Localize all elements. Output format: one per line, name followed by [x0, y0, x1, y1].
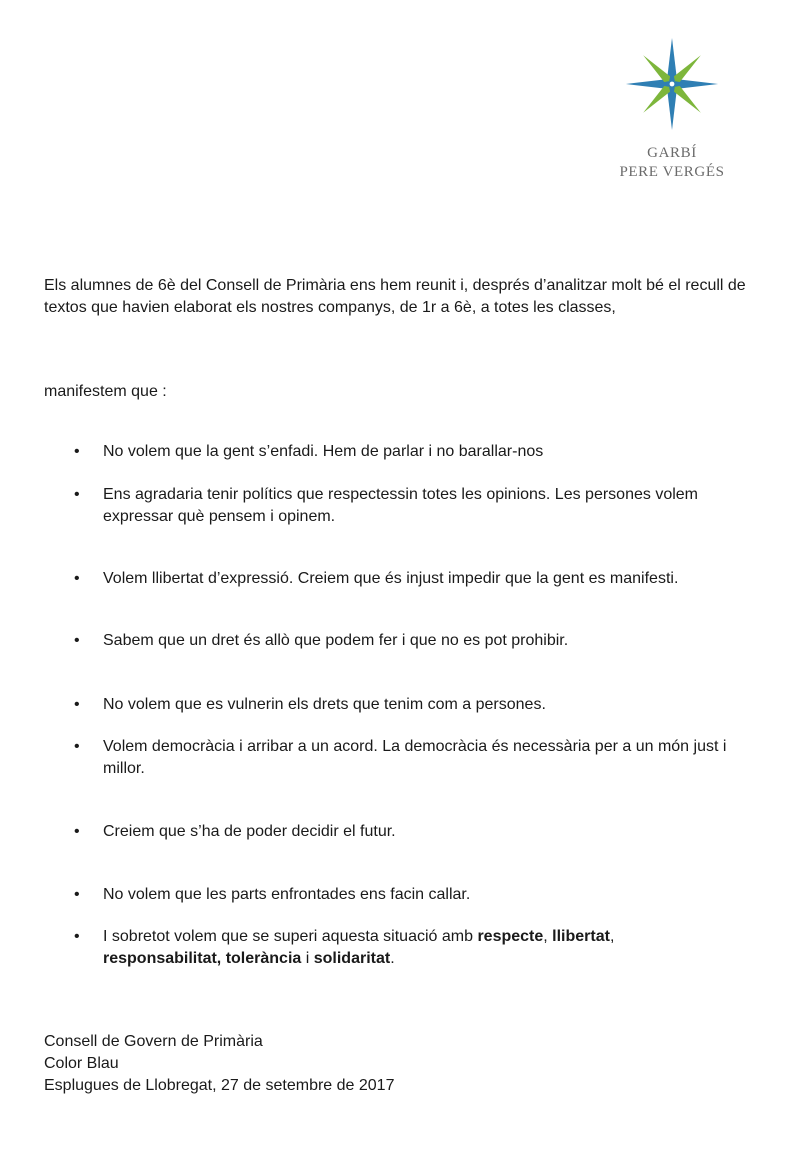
list-item-values — [74, 926, 734, 970]
value-solidaritat: solidaritat — [313, 950, 391, 967]
manifest-label: manifestem que : — [44, 383, 167, 400]
logo-line-1: GARBÍ — [647, 145, 697, 161]
value-respecte: respecte — [477, 928, 544, 945]
list-item-text: No volem que la gent s’enfadi. Hem de parlar i no barallar-nos — [103, 443, 544, 460]
signature-line-2: Color Blau — [44, 1055, 119, 1072]
bullet-marker: • — [74, 928, 80, 945]
list-item — [74, 694, 734, 716]
bullet-marker: • — [74, 570, 80, 587]
values-end: . — [390, 950, 395, 967]
bullet-marker: • — [74, 632, 80, 649]
list-item-text: Volem llibertat d’expressió. Creiem que és injust impedir que la gent es manifesti. — [103, 570, 679, 587]
list-item-text: Volem democràcia i arribar a un acord. La democràcia és necessària per a un món just i millor. — [103, 738, 727, 777]
bullet-marker: • — [74, 886, 80, 903]
signature-block — [44, 1031, 394, 1097]
list-item — [74, 884, 734, 906]
signature-line-3: Esplugues de Llobregat, 27 de setembre de 2017 — [44, 1077, 395, 1094]
list-item — [74, 441, 734, 463]
list-item-text — [103, 926, 734, 970]
values-separator: , — [543, 928, 553, 945]
list-item — [74, 568, 734, 590]
school-logo — [610, 36, 750, 186]
list-item-text: Creiem que s’ha de poder decidir el futur. — [103, 823, 396, 840]
bullet-marker: • — [74, 696, 80, 713]
values-separator: , — [609, 928, 615, 945]
compass-star-icon — [624, 36, 720, 132]
list-item — [74, 736, 734, 780]
list-item — [74, 484, 734, 528]
signature-line-1: Consell de Govern de Primària — [44, 1033, 263, 1050]
logo-wordmark — [610, 144, 734, 182]
list-item — [74, 821, 734, 843]
intro-paragraph: Els alumnes de 6è del Consell de Primària ens hem reunit i, després d’analitzar molt bé el recull de textos que havien elaborat els nostres companys, de 1r a 6è, a totes les classes, — [44, 277, 746, 316]
values-separator: i — [301, 950, 314, 967]
bullet-marker: • — [74, 738, 80, 755]
value-llibertat: llibertat — [552, 928, 610, 945]
value-responsabilitat-tolerancia: responsabilitat, tolerància — [103, 950, 302, 967]
bullet-marker: • — [74, 486, 80, 503]
values-prefix: I sobretot volem que se superi aquesta situació amb — [103, 928, 478, 945]
list-item-text: Ens agradaria tenir polítics que respectessin totes les opinions. Les persones volem expressar què pensem i opinem. — [103, 486, 698, 525]
bullet-marker: • — [74, 823, 80, 840]
bullet-marker: • — [74, 443, 80, 460]
logo-line-2: PERE VERGÉS — [619, 164, 725, 180]
list-item-text: No volem que es vulnerin els drets que tenim com a persones. — [103, 696, 546, 713]
list-item-text: Sabem que un dret és allò que podem fer i que no es pot prohibir. — [103, 632, 569, 649]
list-item-text: No volem que les parts enfrontades ens facin callar. — [103, 886, 471, 903]
list-item — [74, 630, 734, 652]
